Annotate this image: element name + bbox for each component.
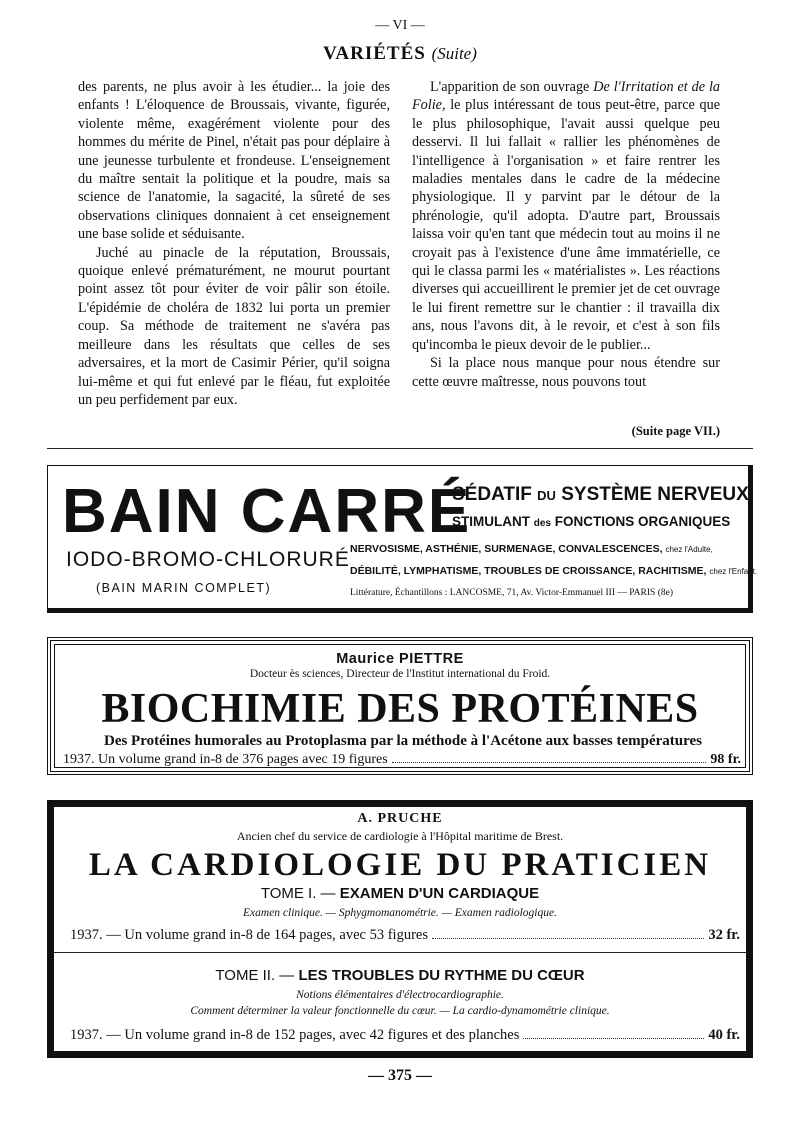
article-paragraph: Si la place nous manque pour nous étendre sur cette œuvre maîtresse, nous pouvons tout	[412, 355, 720, 390]
article-paragraph: Juché au pinacle de la réputation, Broussais, quoique enlevé prématurément, ne mourut pourtant point assez tôt pour éviter de voir pâlir son étoile. L'épidémie de choléra de 1832 lui porta un premier coup. Sa méthode de traitement ne s'avéra pas meilleure dans les résultats que celles de ses adversaires, et la mort de Casimir Périer, qu'il soigna lui-même et qui fut enlevé par le fléau, fut exploitée un peu perfidement par eux.	[78, 244, 390, 408]
ad-book-price: 98 fr.	[710, 752, 741, 767]
continued-reference: (Suite page VII.)	[631, 424, 720, 438]
ad-address: Littérature, Échantillons : LANCOSME, 71, Av. Victor-Emmanuel III — PARIS (8e)	[350, 588, 673, 598]
ad-cardiologie	[47, 800, 753, 1058]
book-title: De l'Irritation et de la Folie	[412, 79, 720, 114]
tome-1-description: Examen clinique. — Sphygmomanométrie. — Examen radiologique.	[243, 907, 557, 919]
tome-price: 32 fr.	[708, 927, 740, 943]
section-title-text: VARIÉTÉS	[323, 43, 426, 64]
ad-book-info: 1937. Un volume grand in-8 de 376 pages avec 19 figures	[63, 752, 388, 767]
article-text: L'apparition de son ouvrage	[430, 79, 594, 95]
ad-indication-text: NERVOSISME, ASTHÉNIE, SURMENAGE, CONVALESCENCES,	[350, 543, 663, 555]
article-left-column	[78, 78, 390, 409]
ad-indication-text: DÉBILITÉ, LYMPHATISME, TROUBLES DE CROISSANCE, RACHITISME,	[350, 565, 707, 577]
tome-1-details	[70, 927, 740, 944]
tome-info: 1937. — Un volume grand in-8 de 164 pages, avec 53 figures	[70, 927, 428, 943]
ad-indication-note: chez l'Adulte,	[665, 545, 713, 554]
page-number: — 375 —	[368, 1067, 432, 1084]
ad-indications-child	[350, 565, 757, 577]
tome-title: EXAMEN D'UN CARDIAQUE	[339, 885, 540, 902]
ad-book-title: LA CARDIOLOGIE DU PRATICIEN	[88, 847, 712, 883]
tome-title: LES TROUBLES DU RYTHME DU CŒUR	[298, 967, 585, 984]
ad-subtitle-2: (BAIN MARIN COMPLET)	[96, 581, 272, 595]
leader-dots	[432, 927, 704, 939]
ad-indication-note: chez l'Enfant.	[709, 567, 758, 576]
ad-book-details	[63, 752, 741, 768]
divider-rule	[47, 448, 753, 449]
ad-book-title: BIOCHIMIE DES PROTÉINES	[101, 686, 699, 732]
ad-author: A. PRUCHE	[357, 811, 443, 826]
ad-affiliation: Docteur ès sciences, Directeur de l'Institut international du Froid.	[249, 668, 551, 680]
ad-claim-text: SÉDATIF	[452, 484, 532, 505]
tome-number: TOME II. —	[215, 967, 295, 984]
leader-dots	[392, 752, 707, 763]
tome-2-heading	[54, 967, 746, 984]
tome-number: TOME I. —	[260, 885, 336, 902]
ad-claim-text: des	[533, 518, 551, 529]
ad-biochimie	[47, 637, 753, 775]
ad-author: Maurice PIETTRE	[336, 651, 464, 667]
ad-claim-1	[452, 484, 749, 506]
section-title-suffix: (Suite)	[431, 44, 477, 63]
tome-2-details	[70, 1027, 740, 1044]
tome-2-description-2: Comment déterminer la valeur fonctionnelle du cœur. — La cardio-dynamométrie clinique.	[190, 1005, 610, 1017]
tome-info: 1937. — Un volume grand in-8 de 152 pages, avec 42 figures et des planches	[70, 1027, 520, 1043]
divider-rule	[54, 952, 746, 953]
ad-claim-2	[452, 514, 730, 529]
ad-affiliation: Ancien chef du service de cardiologie à l'Hôpital maritime de Brest.	[236, 829, 564, 843]
tome-2-description-1: Notions élémentaires d'électrocardiographie.	[296, 989, 504, 1001]
ad-claim-text: SYSTÈME NERVEUX	[561, 484, 749, 505]
tome-price: 40 fr.	[708, 1027, 740, 1043]
ad-claim-text: STIMULANT	[452, 514, 530, 529]
ad-book-subtitle: Des Protéines humorales au Protoplasma par la méthode à l'Acétone aux basses températures	[103, 733, 702, 749]
article-paragraph	[412, 78, 720, 354]
ad-claim-text: FONCTIONS ORGANIQUES	[554, 514, 731, 529]
ad-subtitle: IODO-BROMO-CHLORURÉ	[66, 548, 350, 571]
article-text: , le plus intéressant de tous peut-être, parce que le plus philosophique, l'avait aussi quelque peu desservi. Il lui fallait « rallier les phénomènes de l'intelligence à l'organisation » et faire rentrer les maladies mentales dans le cadre de la médecine physiologique. Il y parvint par le détour de la phrénologie, qu'il adopta. D'autre part, Broussais laissa voir qu'en tant que médecin tout au moins il ne croyait pas à l'existence d'une âme immatérielle, ce qui le classa parmi les « matérialistes ». Les réactions diverses qui accueillirent le premier jet de cet ouvrage le lui firent remettre sur le chantier : il travailla dix ans, nous l'avons dit, à le revoir, et c'est à son fils qu'incomba le pieux devoir de le publier...	[412, 97, 720, 353]
ad-bain-carre	[47, 465, 758, 613]
section-title	[0, 43, 800, 65]
article-right-column	[412, 78, 720, 391]
tome-1-heading	[54, 885, 746, 902]
ad-indications-adult	[350, 543, 713, 555]
article-paragraph: des parents, ne plus avoir à les étudier... la joie des enfants ! L'éloquence de Broussais, vivante, figurée, violente même, exagérément violente pour des hommes du mérite de Pinel, n'était pas pour déplaire à une jeunesse turbulente et frondeuse. L'enseignement du maître sentait la politique et la poudre, mais sa science de l'anatomie, la sagacité, la sûreté de ses observations cliniques donnaient à cet enseignement une base solide et séduisante.	[78, 79, 390, 243]
page-roman-number: — VI —	[375, 18, 425, 33]
ad-brand-name: BAIN CARRÉ	[62, 477, 472, 546]
ad-claim-text: DU	[537, 488, 556, 503]
leader-dots	[523, 1027, 704, 1039]
